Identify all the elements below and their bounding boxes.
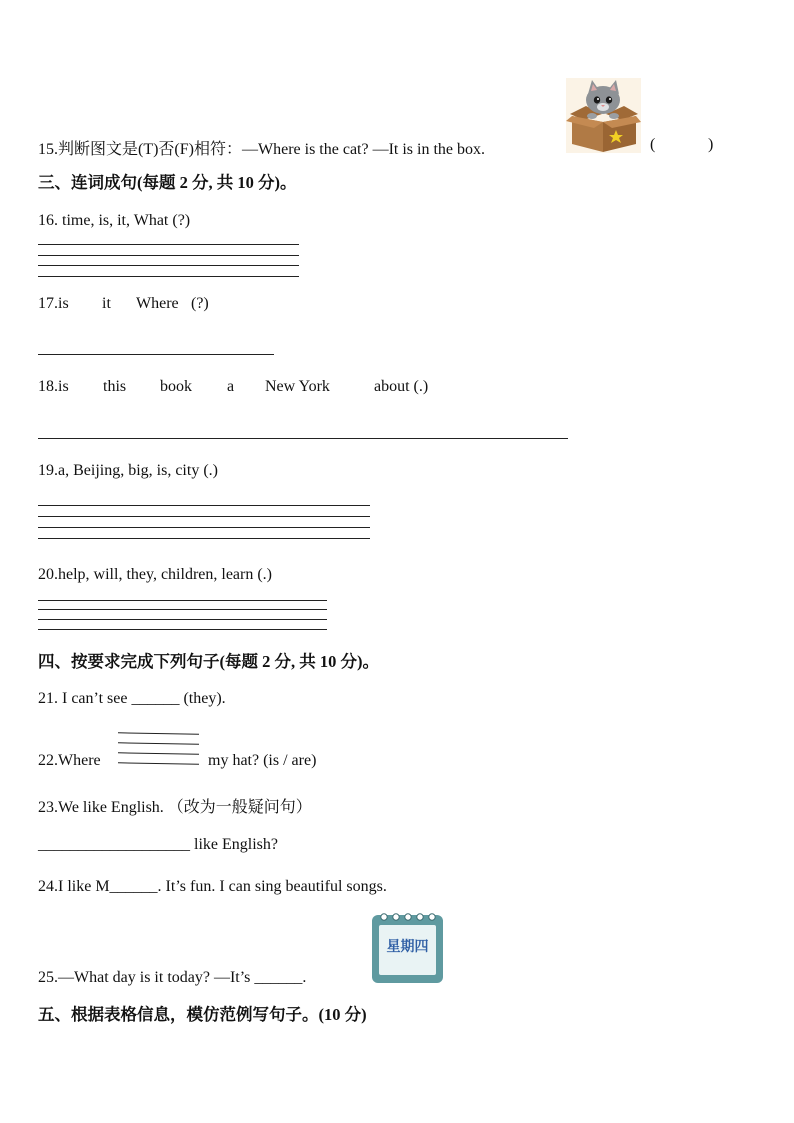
answer-paren-open: (: [650, 136, 656, 153]
question-16-text: 16. time, is, it, What (?): [38, 212, 191, 229]
question-15-text: 15.判断图文是(T)否(F)相符：—Where is the cat? —It is in the box.: [38, 141, 486, 158]
answer-line: [118, 752, 199, 754]
answer-line: [38, 276, 299, 277]
answer-line: [38, 354, 274, 355]
answer-line: [118, 742, 199, 744]
answer-line: [38, 619, 327, 620]
question-18-word: about (.): [374, 378, 429, 395]
answer-line: [38, 438, 568, 439]
answer-line: [38, 265, 299, 266]
answer-line: [38, 516, 370, 517]
question-18-word: book: [160, 378, 192, 395]
answer-line: [38, 244, 299, 245]
question-19-text: 19.a, Beijing, big, is, city (.): [38, 462, 218, 479]
cat-in-box-icon: [566, 78, 641, 153]
answer-line: [38, 538, 370, 539]
section-5-title: 五、根据表格信息，模仿范例写句子。(10 分): [38, 1005, 367, 1024]
cat-in-box-image: [566, 78, 641, 153]
question-17-word: (?): [191, 295, 209, 312]
answer-paren-close: ): [708, 136, 714, 153]
question-17-word: Where: [136, 295, 179, 312]
answer-line: [38, 600, 327, 601]
section-4-title: 四、按要求完成下列句子(每题 2 分, 共 10 分)。: [38, 652, 379, 671]
question-18-word: New York: [265, 378, 330, 395]
answer-line: [38, 527, 370, 528]
question-23-text: 23.We like English. （改为一般疑问句）: [38, 799, 312, 816]
question-20-text: 20.help, will, they, children, learn (.): [38, 566, 272, 583]
answer-line: [118, 732, 199, 734]
answer-line: [118, 762, 199, 764]
question-18-word: this: [103, 378, 127, 395]
question-21-text: 21. I can’t see ______ (they).: [38, 690, 226, 707]
question-18-number: 18.is: [38, 378, 69, 395]
question-18-word: a: [227, 378, 235, 395]
answer-line: [38, 629, 327, 630]
question-17-number: 17.is: [38, 295, 69, 312]
question-23-answer: ___________________ like English?: [38, 836, 278, 853]
section-3-title: 三、连词成句(每题 2 分, 共 10 分)。: [38, 173, 297, 192]
answer-line: [38, 255, 299, 256]
question-25-text: 25.—What day is it today? —It’s ______.: [38, 969, 307, 986]
question-22-suffix: my hat? (is / are): [208, 752, 317, 769]
question-24-text: 24.I like M______. It’s fun. I can sing beautiful songs.: [38, 878, 387, 895]
calendar-label: 星期四: [386, 939, 429, 955]
calendar-image: [370, 909, 445, 985]
answer-line: [38, 505, 370, 506]
answer-line: [38, 609, 327, 610]
question-17-word: it: [102, 295, 111, 312]
question-22-prefix: 22.Where: [38, 752, 101, 769]
